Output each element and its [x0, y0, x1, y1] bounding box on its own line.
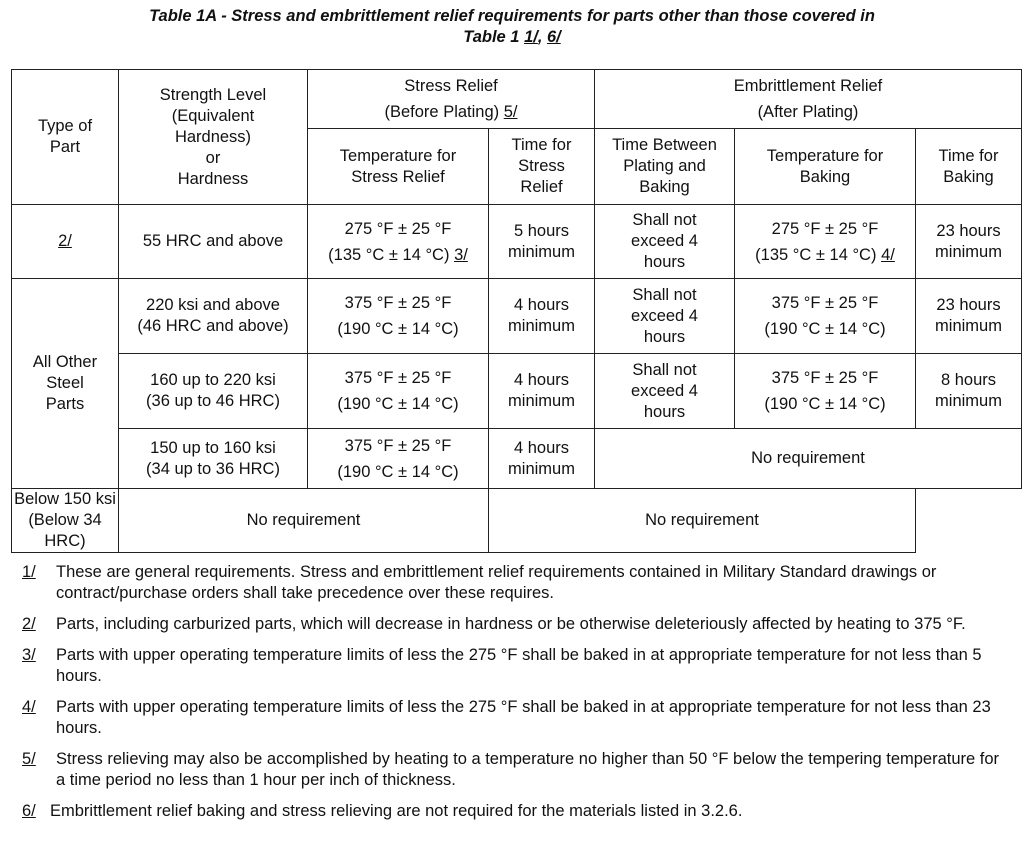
footnote	[22, 645, 1012, 687]
bake-temp-note-ref[interactable]: 4/	[881, 245, 895, 264]
stress-temp-cell: 375 °F ± 25 °F (190 °C ± 14 °C)	[308, 429, 489, 489]
bake-temp-cell: 275 °F ± 25 °F (135 °C ± 14 °C) 4/	[735, 205, 916, 279]
stress-time-cell: 5 hours minimum	[489, 205, 595, 279]
footnote-number: 5/	[22, 750, 36, 768]
footnote-text: Parts with upper operating temperature limits of less the 275 °F shall be baked in at appropriate temperature for not less than 23 hours.	[56, 698, 991, 737]
footnote-number: 1/	[22, 563, 36, 581]
bake-time-cell: 23 hours minimum	[916, 279, 1022, 354]
bake-temp-cell: 375 °F ± 25 °F (190 °C ± 14 °C)	[735, 354, 916, 429]
type-cell	[12, 205, 119, 279]
title-line-1: Table 1A - Stress and embrittlement relief requirements for parts other than those covered in	[149, 7, 875, 25]
type-cell-other: All Other Steel Parts	[12, 279, 119, 489]
footnote-text: These are general requirements. Stress and embrittlement relief requirements contained in Military Standard drawings or contract/purchase orders shall take precedence over these requires.	[56, 563, 937, 602]
strength-cell: 150 up to 160 ksi (34 up to 36 HRC)	[119, 429, 308, 489]
type-note-ref[interactable]: 2/	[58, 232, 72, 250]
embrittlement-no-requirement: No requirement	[489, 489, 916, 553]
footnote	[22, 562, 1012, 604]
header-stress-relief: Stress Relief (Before Plating) 5/	[308, 70, 595, 129]
bake-time-cell: 23 hours minimum	[916, 205, 1022, 279]
table-row	[12, 489, 1022, 553]
strength-cell: 220 ksi and above (46 HRC and above)	[119, 279, 308, 354]
footnotes	[22, 562, 1012, 832]
between-cell: Shall not exceed 4 hours	[595, 279, 735, 354]
stress-time-cell: 4 hours minimum	[489, 279, 595, 354]
footnote-text: Parts, including carburized parts, which will decrease in hardness or be otherwise deleteriously affected by heating to 375 °F.	[56, 615, 966, 633]
footnote	[22, 614, 1012, 635]
strength-cell: 55 HRC and above	[119, 205, 308, 279]
table-row	[12, 205, 1022, 279]
header-temp-stress-relief: Temperature for Stress Relief	[308, 129, 489, 205]
footnote-text: Parts with upper operating temperature limits of less the 275 °F shall be baked in at appropriate temperature for not less than 5 hours.	[56, 646, 982, 685]
stress-temp-note-ref[interactable]: 3/	[454, 245, 468, 264]
stress-relief-note-ref[interactable]: 5/	[503, 103, 518, 121]
between-cell: Shall not exceed 4 hours	[595, 354, 735, 429]
table-row	[12, 354, 1022, 429]
header-embrittlement-relief: Embrittlement Relief (After Plating)	[595, 70, 1022, 129]
between-cell: Shall not exceed 4 hours	[595, 205, 735, 279]
footnote-number: 6/	[22, 802, 36, 820]
footnote-number: 3/	[22, 646, 36, 664]
footnote	[22, 801, 1012, 822]
footnote-text: Embrittlement relief baking and stress relieving are not required for the materials listed in 3.2.6.	[50, 802, 743, 820]
title-ref-6[interactable]: 6/	[547, 28, 561, 46]
stress-time-cell: 4 hours minimum	[489, 429, 595, 489]
footnote-number: 4/	[22, 698, 36, 716]
title-line-2: Table 1 1/, 6/	[463, 28, 561, 46]
header-time-stress-relief: Time for Stress Relief	[489, 129, 595, 205]
requirements-table	[11, 69, 1022, 553]
stress-temp-cell: 275 °F ± 25 °F (135 °C ± 14 °C) 3/	[308, 205, 489, 279]
header-time-between: Time Between Plating and Baking	[595, 129, 735, 205]
header-strength-level: Strength Level (Equivalent Hardness) or Hardness	[119, 70, 308, 205]
stress-time-cell: 4 hours minimum	[489, 354, 595, 429]
embrittlement-no-requirement: No requirement	[595, 429, 1022, 489]
footnote	[22, 697, 1012, 739]
footnote	[22, 749, 1012, 791]
bake-time-cell: 8 hours minimum	[916, 354, 1022, 429]
header-temp-baking: Temperature for Baking	[735, 129, 916, 205]
footnote-number: 2/	[22, 615, 36, 633]
strength-cell: Below 150 ksi (Below 34 HRC)	[12, 489, 119, 553]
stress-temp-cell: 375 °F ± 25 °F (190 °C ± 14 °C)	[308, 354, 489, 429]
table-row	[12, 279, 1022, 354]
strength-cell: 160 up to 220 ksi (36 up to 46 HRC)	[119, 354, 308, 429]
title-ref-1[interactable]: 1/	[524, 28, 538, 46]
table-title	[0, 6, 1024, 48]
header-type-of-part: Type of Part	[12, 70, 119, 205]
table-row	[12, 429, 1022, 489]
stress-no-requirement: No requirement	[119, 489, 489, 553]
header-time-baking: Time for Baking	[916, 129, 1022, 205]
bake-temp-cell: 375 °F ± 25 °F (190 °C ± 14 °C)	[735, 279, 916, 354]
stress-temp-cell: 375 °F ± 25 °F (190 °C ± 14 °C)	[308, 279, 489, 354]
footnote-text: Stress relieving may also be accomplished by heating to a temperature no higher than 50 °F below the tempering temperature for a time period no less than 1 hour per inch of thickness.	[56, 750, 1000, 789]
